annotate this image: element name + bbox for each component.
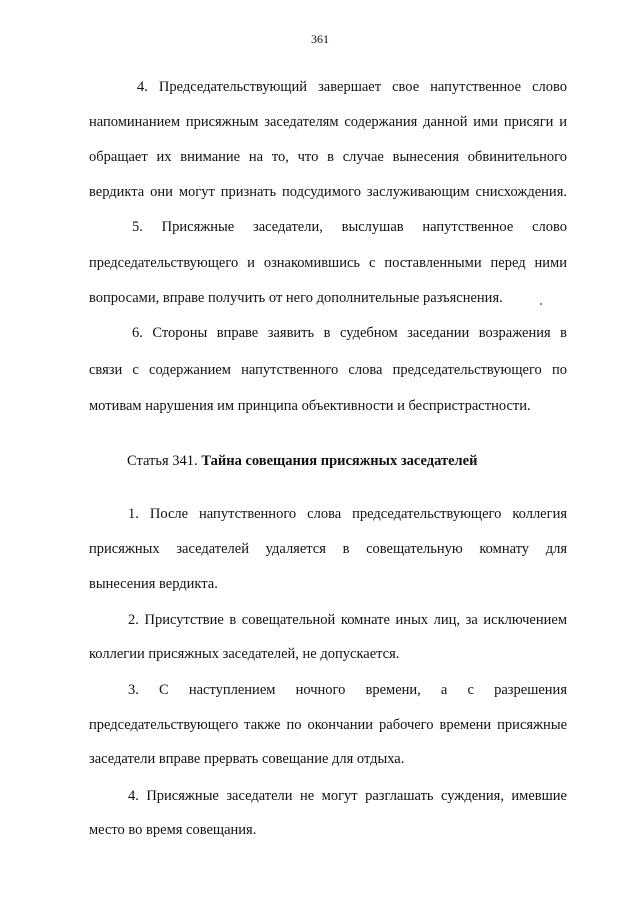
article-paragraph-3-line-1: 3. С наступлением ночного времени, а с разрешения (128, 682, 567, 698)
article-paragraph-3-line-2: председательствующего также по окончании рабочего времени присяжные (89, 717, 567, 733)
paragraph-6-line-2: связи с содержанием напутственного слова председательствующего по (89, 362, 567, 378)
paragraph-6-line-1: 6. Стороны вправе заявить в судебном заседании возражения в (132, 325, 567, 341)
article-heading (127, 452, 477, 470)
paragraph-4-line-1: 4. Председательствующий завершает свое напутственное слово (137, 79, 567, 95)
article-paragraph-1-line-2: присяжных заседателей удаляется в совещательную комнату для (89, 541, 567, 557)
article-number: Статья 341. (127, 453, 202, 469)
paragraph-5-line-2: председательствующего и ознакомившись с поставленными перед ними (89, 255, 567, 271)
scan-speck (540, 303, 542, 305)
article-title: Тайна совещания присяжных заседателей (201, 453, 478, 469)
paragraph-4-line-2: напоминанием присяжным заседателям содержания данной ими присяги и (89, 114, 567, 130)
paragraph-6-line-3: мотивам нарушения им принципа объективности и беспристрастности. (89, 398, 531, 414)
article-paragraph-2-line-2: коллегии присяжных заседателей, не допускается. (89, 646, 400, 662)
article-paragraph-4-line-1: 4. Присяжные заседатели не могут разглашать суждения, имевшие (128, 788, 567, 804)
paragraph-5-line-3: вопросами, вправе получить от него дополнительные разъяснения. (89, 290, 503, 306)
paragraph-5-line-1: 5. Присяжные заседатели, выслушав напутственное слово (132, 219, 567, 235)
paragraph-4-line-4: вердикта они могут признать подсудимого заслуживающим снисхождения. (89, 184, 567, 200)
article-paragraph-1-line-3: вынесения вердикта. (89, 576, 218, 592)
paragraph-4-line-3: обращает их внимание на то, что в случае вынесения обвинительного (89, 149, 567, 165)
page-number: 361 (311, 32, 329, 46)
article-paragraph-3-line-3: заседатели вправе прервать совещание для отдыха. (89, 751, 405, 767)
article-paragraph-4-line-2: место во время совещания. (89, 822, 257, 838)
article-paragraph-2-line-1: 2. Присутствие в совещательной комнате иных лиц, за исключением (128, 612, 567, 628)
article-paragraph-1-line-1: 1. После напутственного слова председательствующего коллегия (128, 506, 567, 522)
